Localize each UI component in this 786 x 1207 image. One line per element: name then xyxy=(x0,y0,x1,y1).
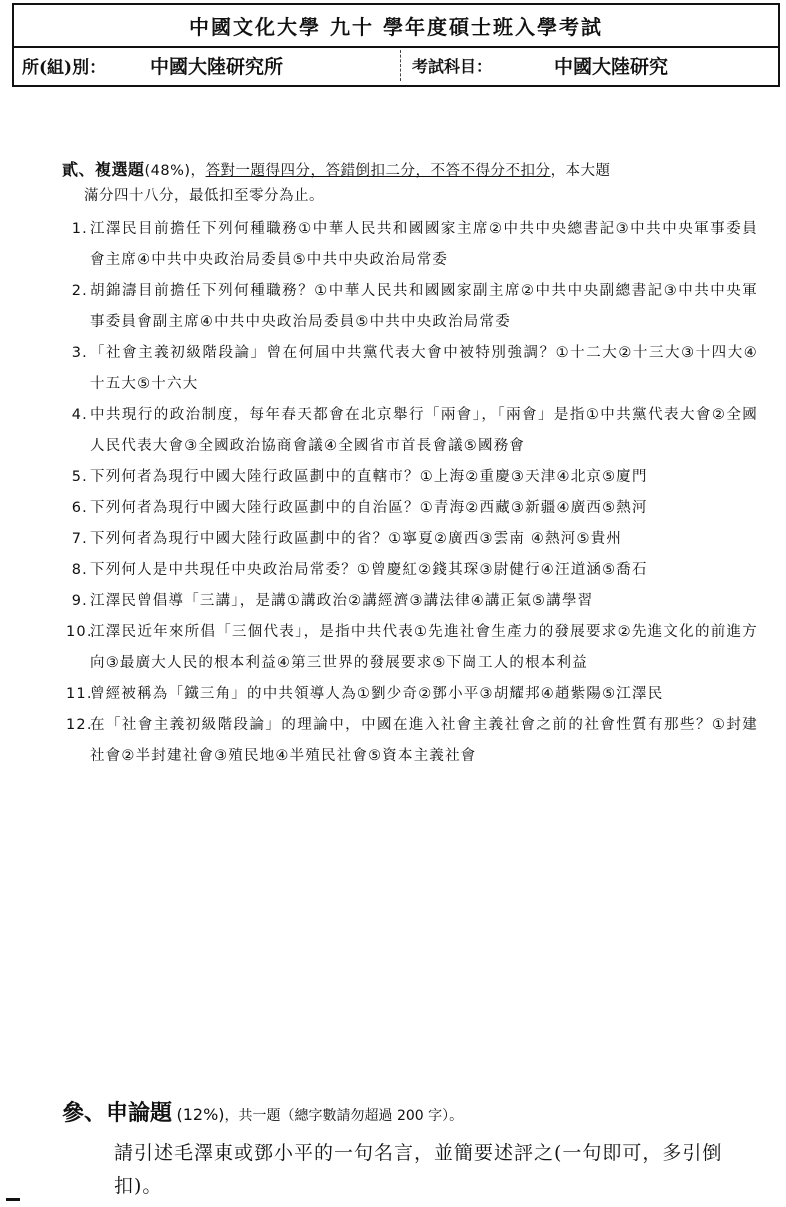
section-c-heading: 參、申論題 xyxy=(62,1100,173,1126)
question-number: 9. xyxy=(71,593,88,609)
section-b-rule-line2: 滿分四十八分，最低扣至零分為止。 xyxy=(84,188,324,204)
section-b-rule-rest: ，本大題 xyxy=(550,163,611,179)
question-text: 在「社會主義初級階段論」的理論中，中國在進入社會主義社會之前的社會性質有那些？①封建社會②半封建社會③殖民地④半殖民社會⑤資本主義社會 xyxy=(90,717,758,764)
question-item xyxy=(68,586,758,617)
question-number: 6. xyxy=(71,500,88,516)
question-number: 12. xyxy=(66,717,93,733)
question-text: 曾經被稱為「鐵三角」的中共領導人為①劉少奇②鄧小平③胡耀邦④趙紫陽⑤江澤民 xyxy=(90,686,664,702)
question-text: 胡錦濤目前擔任下列何種職務？①中華人民共和國國家副主席②中共中央副總書記③中共中央軍事委員會副主席④中共中央政治局委員⑤中共中央政治局常委 xyxy=(90,283,758,330)
section-c-note: ，共一題（總字數請勿超過 200 字）。 xyxy=(224,1108,464,1124)
question-item xyxy=(68,524,758,555)
question-item xyxy=(68,462,758,493)
section-b-score: (48%)， xyxy=(144,163,206,179)
question-item xyxy=(68,214,758,276)
section-b-rule: 答對一題得四分，答錯倒扣二分，不答不得分不扣分 xyxy=(205,163,551,179)
exam-title: 中國文化大學 九十 學年度碩士班入學考試 xyxy=(14,5,778,48)
question-text: 江澤民近年來所倡「三個代表」，是指中共代表①先進社會生產力的發展要求②先進文化的前進方向③最廣大人民的根本利益④第三世界的發展要求⑤下崗工人的根本利益 xyxy=(90,624,758,671)
question-number: 1. xyxy=(71,221,88,237)
subject-label: 考試科目： xyxy=(412,57,493,76)
question-number: 11. xyxy=(66,686,93,702)
exam-header xyxy=(12,3,780,87)
question-text: 下列何者為現行中國大陸行政區劃中的自治區？①青海②西藏③新疆④廣西⑤熱河 xyxy=(90,500,648,516)
question-number: 5. xyxy=(71,469,88,485)
question-item xyxy=(68,710,758,772)
header-info-row xyxy=(14,46,778,85)
question-text: 下列何人是中共現任中央政治局常委？①曾慶紅②錢其琛③尉健行④汪道涵⑤喬石 xyxy=(90,562,648,578)
scan-mark xyxy=(6,1198,20,1201)
section-b-heading: 貳、複選題 xyxy=(62,160,145,179)
essay-question: 請引述毛澤東或鄧小平的一句名言，並簡要述評之(一句即可，多引倒扣)。 xyxy=(114,1142,723,1197)
section-c-score: (12%) xyxy=(176,1105,225,1124)
question-item xyxy=(68,555,758,586)
question-text: 下列何者為現行中國大陸行政區劃中的省？①寧夏②廣西③雲南 ④熱河⑤貴州 xyxy=(90,531,623,547)
question-number: 3. xyxy=(71,345,88,361)
section-c-heading-line xyxy=(62,1096,762,1127)
question-number: 4. xyxy=(71,407,88,423)
question-item xyxy=(68,493,758,524)
question-item xyxy=(68,617,758,679)
question-text: 中共現行的政治制度，每年春天都會在北京舉行「兩會」，「兩會」是指①中共黨代表大會②全國人民代表大會③全國政治協商會議④全國省市首長會議⑤國務會 xyxy=(90,407,758,454)
subject-value: 中國大陸研究 xyxy=(554,56,669,78)
question-text: 「社會主義初級階段論」曾在何屆中共黨代表大會中被特別強調？①十二大②十三大③十四大④十五大⑤十六大 xyxy=(90,345,758,392)
question-text: 江澤民目前擔任下列何種職務①中華人民共和國國家主席②中共中央總書記③中共中央軍事委員會主席④中共中央政治局委員⑤中共中央政治局常委 xyxy=(90,221,758,268)
question-item xyxy=(68,400,758,462)
department-label: 所(組)別： xyxy=(22,58,107,78)
question-number: 7. xyxy=(71,531,88,547)
question-text: 下列何者為現行中國大陸行政區劃中的直轄市？①上海②重慶③天津④北京⑤廈門 xyxy=(90,469,648,485)
question-item xyxy=(68,679,758,710)
question-text: 江澤民曾倡導「三講」，是講①講政治②講經濟③講法律④講正氣⑤講學習 xyxy=(90,593,594,609)
question-item xyxy=(68,276,758,338)
question-item xyxy=(68,338,758,400)
question-list xyxy=(68,214,758,772)
question-number: 2. xyxy=(71,283,88,299)
section-essay xyxy=(62,1096,762,1203)
section-multiple-choice xyxy=(62,157,752,209)
question-number: 10. xyxy=(66,624,93,640)
question-number: 8. xyxy=(71,562,88,578)
header-divider xyxy=(400,50,401,81)
department-value: 中國大陸研究所 xyxy=(150,56,284,78)
